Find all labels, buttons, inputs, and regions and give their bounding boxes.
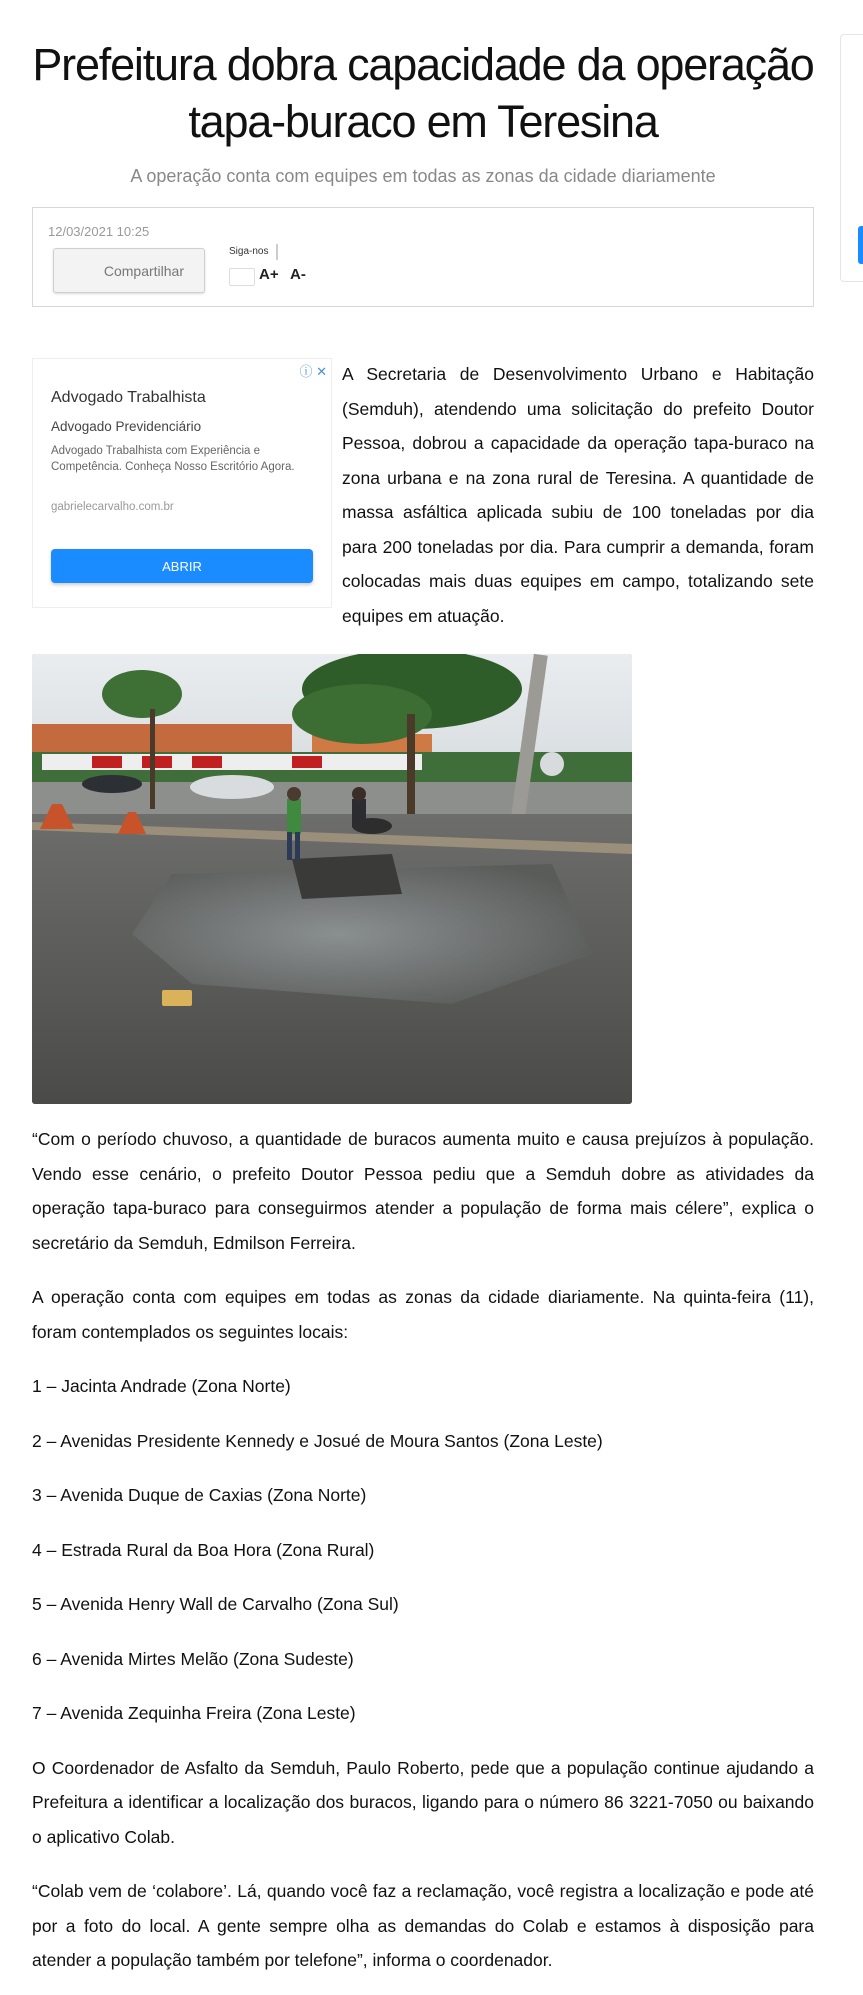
location-item: 4 – Estrada Rural da Boa Hora (Zona Rural): [32, 1539, 375, 1560]
ad-info-close-icon[interactable]: ⓘ ✕: [299, 364, 327, 379]
location-item: 6 – Avenida Mirtes Melão (Zona Sudeste): [32, 1648, 354, 1669]
ad-description: Advogado Trabalhista com Experiência e Competência. Conheça Nosso Escritório Agora.: [51, 445, 295, 473]
location-item: 1 – Jacinta Andrade (Zona Norte): [32, 1376, 291, 1396]
follow-divider: [276, 244, 278, 260]
article-body: [32, 1122, 814, 1995]
location-item: 5 – Avenida Henry Wall de Carvalho (Zona Sul): [32, 1594, 399, 1614]
article-photo: [32, 654, 632, 1104]
street-repair-photo: [32, 654, 632, 1104]
colab-quote-paragraph: “Colab vem de ‘colabore’. Lá, quando você faz a reclamação, você registra a localização e pode até por a foto do local. A gente sempre olha as demandas do Colab e estamos à disposição para atender a população também por telefone”, informa o coordenador.: [32, 1881, 814, 1970]
ad-subtitle: Advogado Previdenciário: [51, 419, 202, 434]
page-title: Prefeitura dobra capacidade da operação tapa-buraco em Teresina: [32, 39, 814, 147]
ad-title[interactable]: Advogado Trabalhista: [51, 389, 206, 406]
font-increase-button[interactable]: A+: [259, 266, 279, 283]
ad-url[interactable]: gabrielecarvalho.com.br: [51, 501, 174, 513]
coordinator-paragraph: O Coordenador de Asfalto da Semduh, Paulo Roberto, pede que a população continue ajudando a Prefeitura a identificar a localização dos buracos, ligando para o número 86 3221-7050 ou baixando o aplicativo Colab.: [32, 1757, 814, 1847]
share-button[interactable]: [53, 248, 205, 293]
follow-social-icon[interactable]: [229, 268, 255, 286]
article-subtitle: A operação conta com equipes em todas as zonas da cidade diariamente: [130, 166, 716, 186]
share-button-label: Compartilhar: [103, 262, 184, 279]
publish-date: 12/03/2021 10:25: [48, 224, 150, 239]
article-meta-box: [32, 207, 814, 307]
follow-label: Siga-nos: [229, 246, 269, 257]
location-item: 3 – Avenida Duque de Caxias (Zona Norte): [32, 1485, 367, 1505]
font-decrease-button[interactable]: A-: [290, 266, 306, 283]
location-item: 2 – Avenidas Presidente Kennedy e Josué de Moura Santos (Zona Leste): [32, 1430, 603, 1451]
locations-intro-paragraph: A operação conta com equipes em todas as zonas da cidade diariamente. Na quinta-feira (11), foram contemplados os seguintes locais:: [32, 1287, 814, 1342]
ad-open-button[interactable]: ABRIR: [51, 549, 313, 583]
article: [32, 0, 814, 1970]
location-item: 7 – Avenida Zequinha Freira (Zona Leste): [32, 1703, 356, 1723]
lead-paragraph: A Secretaria de Desenvolvimento Urbano e Habitação (Semduh), atendendo uma solicitação do prefeito Doutor Pessoa, dobrou a capacidade da operação tapa-buraco na zona urbana e na zona rural de Teresina. A quantidade de massa asfáltica aplicada subiu de 100 toneladas por dia para 200 toneladas por dia. Para cumprir a demanda, foram colocadas mais duas equipes em campo, totalizando sete equipes em atuação.: [342, 364, 814, 626]
quote-paragraph: “Com o período chuvoso, a quantidade de buracos aumenta muito e causa prejuízos à população. Vendo esse cenário, o prefeito Doutor Pessoa pediu que a Semduh dobre as atividades da operação tapa-buraco para conseguirmos atender a população de forma mais célere”, explica o secretário da Semduh, Edmilson Ferreira.: [32, 1129, 814, 1253]
ad-banner[interactable]: [32, 358, 332, 608]
sidebar-widget-accent: [858, 226, 863, 264]
